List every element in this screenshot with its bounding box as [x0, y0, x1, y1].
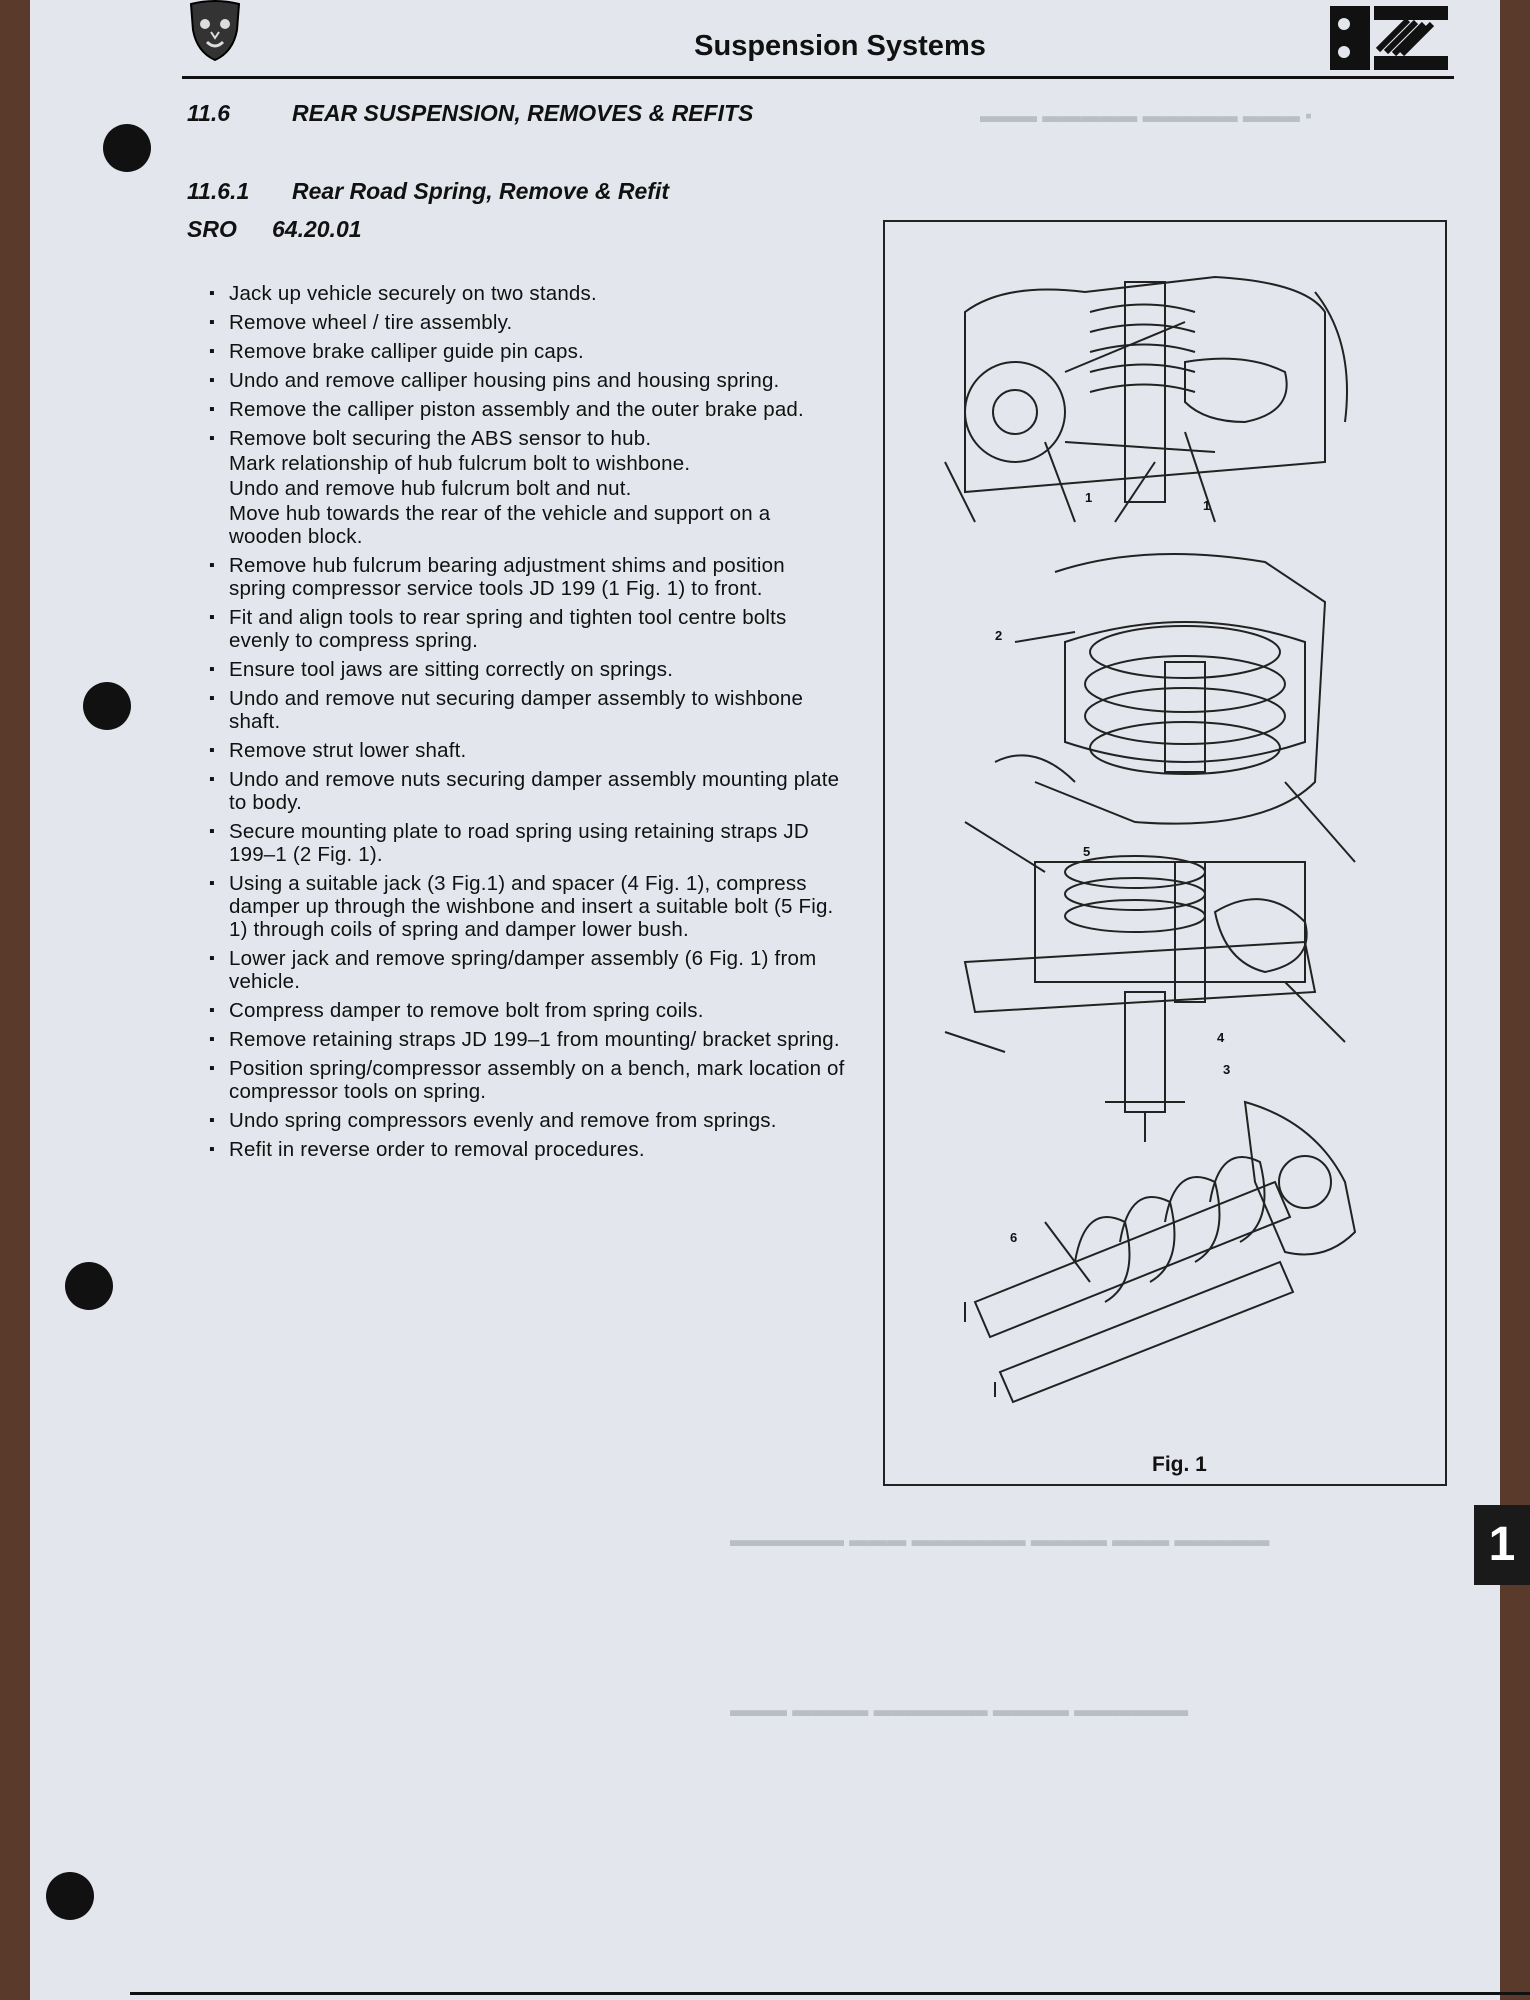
- bleed-through: ▪ ▬▬▬ ▬▬▬▬▬ ▬▬▬▬▬ ▬▬▬: [980, 106, 1312, 127]
- illustration-hub-compressors: [945, 277, 1347, 522]
- jaguar-logo-icon: [185, 0, 245, 64]
- figure-callout: 6: [1010, 1230, 1018, 1245]
- bleed-through: ▬▬▬▬▬▬ ▬▬▬▬ ▬▬▬▬▬▬ ▬▬▬▬ ▬▬▬: [730, 1700, 1189, 1721]
- rear-suspension-illustration: [885, 222, 1441, 1480]
- procedure-step: ▪ Remove brake calliper guide pin caps.: [205, 340, 845, 363]
- illustration-spring-damper-assembly: [965, 1102, 1355, 1402]
- subsection-title: Rear Road Spring, Remove & Refit: [292, 178, 670, 204]
- procedure-step: ▪ Remove the calliper piston assembly and the outer brake pad.: [205, 398, 845, 421]
- procedure-step: ▪ Ensure tool jaws are sitting correctly on springs.: [205, 658, 845, 681]
- suspension-section-icon: [1330, 4, 1448, 74]
- section-title: REAR SUSPENSION, REMOVES & REFITS: [292, 100, 754, 126]
- procedure-steps: [205, 282, 845, 1167]
- illustration-spring-straps: [965, 554, 1355, 872]
- footer-rule: [130, 1992, 1530, 1995]
- figure-1: [883, 220, 1447, 1486]
- procedure-step: ▪ Refit in reverse order to removal procedures.: [205, 1138, 845, 1161]
- procedure-step: ▪ Undo spring compressors evenly and remove from springs.: [205, 1109, 845, 1132]
- procedure-step: ▪ Secure mounting plate to road spring using retaining straps JD 199–1 (2 Fig. 1).: [205, 820, 845, 866]
- procedure-step: Mark relationship of hub fulcrum bolt to wishbone.: [229, 452, 691, 475]
- binder-hole: [83, 682, 131, 730]
- figure-callout: 5: [1083, 844, 1091, 859]
- procedure-step: ▪ Remove wheel / tire assembly.: [205, 311, 845, 334]
- procedure-step: ▪ Undo and remove nuts securing damper assembly mounting plate to body.: [205, 768, 845, 814]
- procedure-step: ▪ Jack up vehicle securely on two stands.: [205, 282, 845, 305]
- sro-label: SRO: [187, 216, 237, 242]
- procedure-step: ▪ Undo and remove nut securing damper assembly to wishbone shaft.: [205, 687, 845, 733]
- sro-value: 64.20.01: [272, 216, 362, 242]
- binder-hole: [103, 124, 151, 172]
- procedure-step: ▪ Using a suitable jack (3 Fig.1) and spacer (4 Fig. 1), compress damper up through the wishbone and insert a suitable bolt (5 Fig. 1) through coils of spring and damper lower bush.: [205, 872, 845, 941]
- binder-hole: [65, 1262, 113, 1310]
- procedure-step: ▪ Remove bolt securing the ABS sensor to hub.: [205, 427, 845, 450]
- procedure-step: ▪ Compress damper to remove bolt from spring coils.: [205, 999, 845, 1022]
- figure-caption: Fig. 1: [1152, 1453, 1207, 1476]
- procedure-step: ▪ Lower jack and remove spring/damper assembly (6 Fig. 1) from vehicle.: [205, 947, 845, 993]
- figure-callout: 2: [995, 628, 1003, 643]
- procedure-step: ▪ Remove strut lower shaft.: [205, 739, 845, 762]
- manual-page: [30, 0, 1516, 2000]
- page-title: Suspension Systems: [694, 30, 986, 62]
- figure-callout: 3: [1223, 1062, 1231, 1077]
- binder-hole: [46, 1872, 94, 1920]
- procedure-step: Undo and remove hub fulcrum bolt and nut.: [229, 477, 632, 500]
- procedure-step: ▪ Remove hub fulcrum bearing adjustment shims and position spring compressor service tools JD 199 (1 Fig. 1) to front.: [205, 554, 845, 600]
- procedure-step: ▪ Position spring/compressor assembly on a bench, mark location of compressor tools on spring.: [205, 1057, 845, 1103]
- subsection-number: 11.6.1: [187, 178, 250, 204]
- figure-callout: 4: [1217, 1030, 1225, 1045]
- figure-callout: 1: [1203, 498, 1211, 513]
- bleed-through: ▬▬▬▬▬ ▬▬▬ ▬▬▬▬ ▬▬▬▬▬▬ ▬▬▬ ▬▬▬▬▬▬: [730, 1530, 1270, 1551]
- procedure-step: ▪ Undo and remove calliper housing pins and housing spring.: [205, 369, 845, 392]
- illustration-jack-spacer: [945, 856, 1345, 1142]
- header-rule: [182, 76, 1454, 79]
- procedure-step: ▪ Fit and align tools to rear spring and tighten tool centre bolts evenly to compress spring.: [205, 606, 845, 652]
- chapter-tab: 1: [1474, 1505, 1530, 1585]
- procedure-step: Move hub towards the rear of the vehicle and support on a wooden block.: [229, 502, 771, 548]
- procedure-step: ▪ Remove retaining straps JD 199–1 from mounting/ bracket spring.: [205, 1028, 845, 1051]
- section-number: 11.6: [187, 100, 231, 126]
- figure-callout: 1: [1085, 490, 1093, 505]
